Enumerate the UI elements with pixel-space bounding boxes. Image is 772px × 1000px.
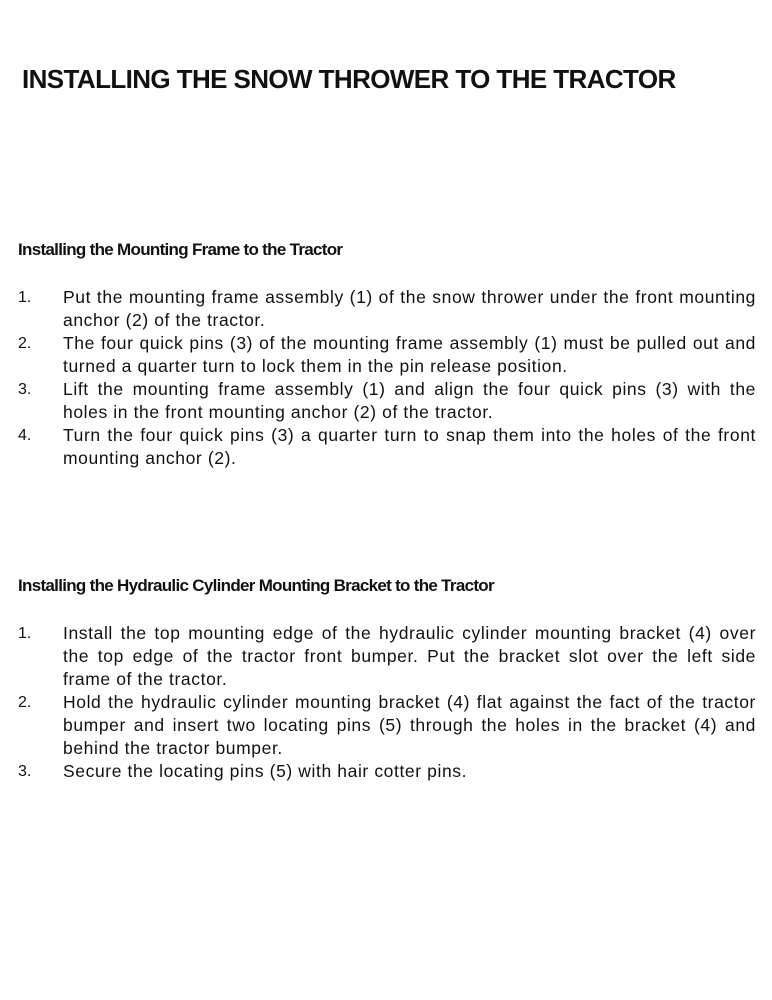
step-item [18,332,756,378]
step-text: Hold the hydraulic cylinder mounting bracket (4) flat against the fact of the tractor bumper and insert two locating pins (5) through the holes in the bracket (4) and behind the tractor bumper. [63,692,756,758]
step-number: 1. [18,625,32,642]
section-mounting-frame [18,240,756,470]
step-text: Secure the locating pins (5) with hair cotter pins. [63,761,468,781]
step-text: Lift the mounting frame assembly (1) and align the four quick pins (3) with the holes in the front mounting anchor (2) of the tractor. [63,379,756,422]
section-heading: Installing the Hydraulic Cylinder Mounting Bracket to the Tractor [18,576,494,595]
step-number: 4. [18,427,32,444]
page-title: INSTALLING THE SNOW THROWER TO THE TRACTOR [22,64,676,94]
step-item [18,378,756,424]
section-hydraulic-bracket [18,576,756,783]
step-item [18,286,756,332]
step-list [18,622,756,783]
step-number: 3. [18,381,32,398]
step-text: Put the mounting frame assembly (1) of the snow thrower under the front mounting anchor (2) of the tractor. [63,287,756,330]
step-text: Install the top mounting edge of the hydraulic cylinder mounting bracket (4) over the top edge of the tractor front bumper. Put the bracket slot over the left side frame of the tractor. [63,623,756,689]
step-number: 2. [18,335,32,352]
step-text: The four quick pins (3) of the mounting frame assembly (1) must be pulled out and turned a quarter turn to lock them in the pin release position. [63,333,756,376]
step-item [18,760,756,783]
step-item [18,424,756,470]
step-list [18,286,756,470]
step-number: 2. [18,694,32,711]
step-item [18,691,756,760]
step-number: 1. [18,289,32,306]
step-item [18,622,756,691]
step-number: 3. [18,763,32,780]
section-heading: Installing the Mounting Frame to the Tractor [18,240,343,259]
step-text: Turn the four quick pins (3) a quarter turn to snap them into the holes of the front mounting anchor (2). [63,425,756,468]
